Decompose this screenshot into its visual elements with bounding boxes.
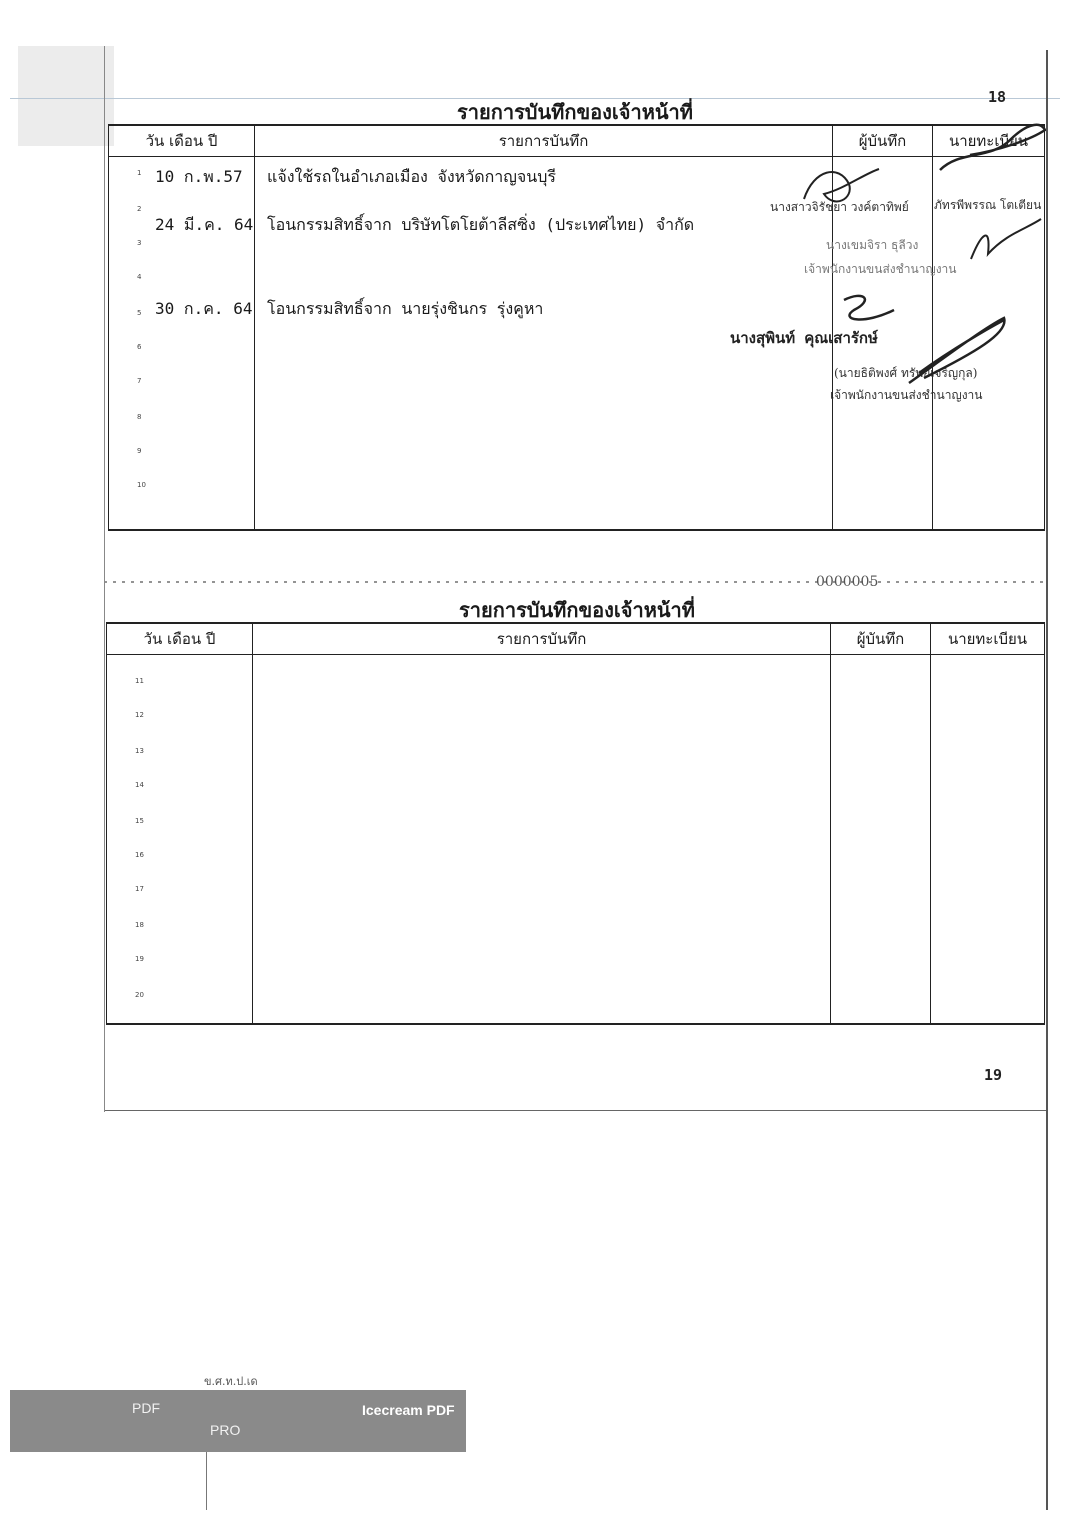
col-registrar-header: นายทะเบียน: [933, 125, 1045, 157]
line-number: 12: [135, 711, 144, 719]
officer-stamp: (นายธิติพงศ์ ทรัพย์เจริญกุล): [834, 366, 978, 380]
fold-serial: 0000005: [816, 574, 879, 590]
line-number: 16: [135, 851, 144, 859]
col-record-header: รายการบันทึก: [253, 623, 831, 655]
watermark-pro-label: PRO: [210, 1422, 241, 1438]
record-cell: [253, 655, 831, 1025]
fold-perforation: [104, 576, 1048, 588]
watermark-pdf-label: PDF: [132, 1400, 160, 1416]
signature-recorder-1: [794, 164, 884, 214]
table-header-row: [109, 125, 1045, 157]
col-record-header: รายการบันทึก: [255, 125, 833, 157]
line-number: 11: [135, 677, 144, 685]
col-recorder-header: ผู้บันทึก: [833, 125, 933, 157]
line-number: 8: [137, 413, 142, 421]
entry-text: โอนกรรมสิทธิ์จาก บริษัทโตโยต้าลีสซิ่ง (ประเทศไทย) จำกัด: [267, 215, 695, 234]
page-number-top: 18: [988, 88, 1007, 106]
line-number: 3: [137, 239, 142, 247]
line-number: 5: [137, 309, 142, 317]
registration-sheet: [104, 46, 1054, 1112]
date-cell: [109, 157, 255, 531]
sheet-bottom-edge: [104, 1110, 1048, 1111]
table-header-row: [107, 623, 1045, 655]
officer-stamp: ภัทรพีพรรณ โตเตียน: [934, 198, 1042, 212]
col-recorder-header: ผู้บันทึก: [831, 623, 931, 655]
officer-stamp: นางสาวจิรัชยา วงค์ตาทิพย์: [770, 200, 909, 214]
sheet-left-edge: [104, 46, 105, 1112]
entry-text: แจ้งใช้รถในอำเภอเมือง จังหวัดกาญจนบุรี: [267, 167, 556, 186]
line-number: 1: [137, 169, 142, 177]
col-date-header: วัน เดือน ปี: [109, 125, 255, 157]
signature-registrar-2: [966, 214, 1046, 264]
table-body-row: [107, 655, 1045, 1025]
officer-stamp: เจ้าพนักงานขนส่งชำนาญงาน: [830, 388, 983, 402]
officer-stamp: นางสุพินท์ คุณเสารักษ์: [730, 329, 878, 347]
entry-date: 30 ก.ค. 64: [155, 299, 253, 318]
line-number: 13: [135, 747, 144, 755]
page-number-bottom: 19: [984, 1066, 1003, 1084]
signature-recorder-2: [834, 290, 904, 330]
signature-registrar-1: [930, 110, 1050, 190]
entry-text: โอนกรรมสิทธิ์จาก นายรุ่งชินกร รุ่งคูหา: [267, 299, 544, 318]
col-date-header: วัน เดือน ปี: [107, 623, 253, 655]
col-registrar-header: นายทะเบียน: [931, 623, 1045, 655]
officer-record-table-bottom: [106, 622, 1045, 1025]
line-number: 17: [135, 885, 144, 893]
line-number: 4: [137, 273, 142, 281]
scan-right-edge: [1046, 50, 1048, 1510]
watermark-brand: Icecream PDF: [362, 1402, 455, 1418]
pencil-note: ข.ศ.ท.ป.เด: [204, 1375, 258, 1388]
line-number: 7: [137, 377, 142, 385]
line-number: 10: [137, 481, 146, 489]
officer-stamp: นางเขมจิรา ธุลีวง: [826, 238, 919, 252]
line-number: 2: [137, 205, 142, 213]
line-number: 18: [135, 921, 144, 929]
line-number: 20: [135, 991, 144, 999]
icecream-pdf-watermark: [10, 1390, 466, 1452]
registrar-cell: [931, 655, 1045, 1025]
entry-date: 24 มี.ค. 64: [155, 215, 254, 234]
date-cell: [107, 655, 253, 1025]
line-number: 14: [135, 781, 144, 789]
signature-registrar-3: [904, 308, 1014, 388]
line-number: 15: [135, 817, 144, 825]
line-number: 9: [137, 447, 142, 455]
section-bottom-title: รายการบันทึกของเจ้าหน้าที่: [459, 598, 695, 622]
officer-stamp: เจ้าพนักงานขนส่งชำนาญงาน: [804, 262, 957, 276]
section-top-title: รายการบันทึกของเจ้าหน้าที่: [457, 100, 693, 124]
recorder-cell: [831, 655, 931, 1025]
line-number: 6: [137, 343, 142, 351]
line-number: 19: [135, 955, 144, 963]
entry-date: 10 ก.พ.57: [155, 167, 243, 186]
